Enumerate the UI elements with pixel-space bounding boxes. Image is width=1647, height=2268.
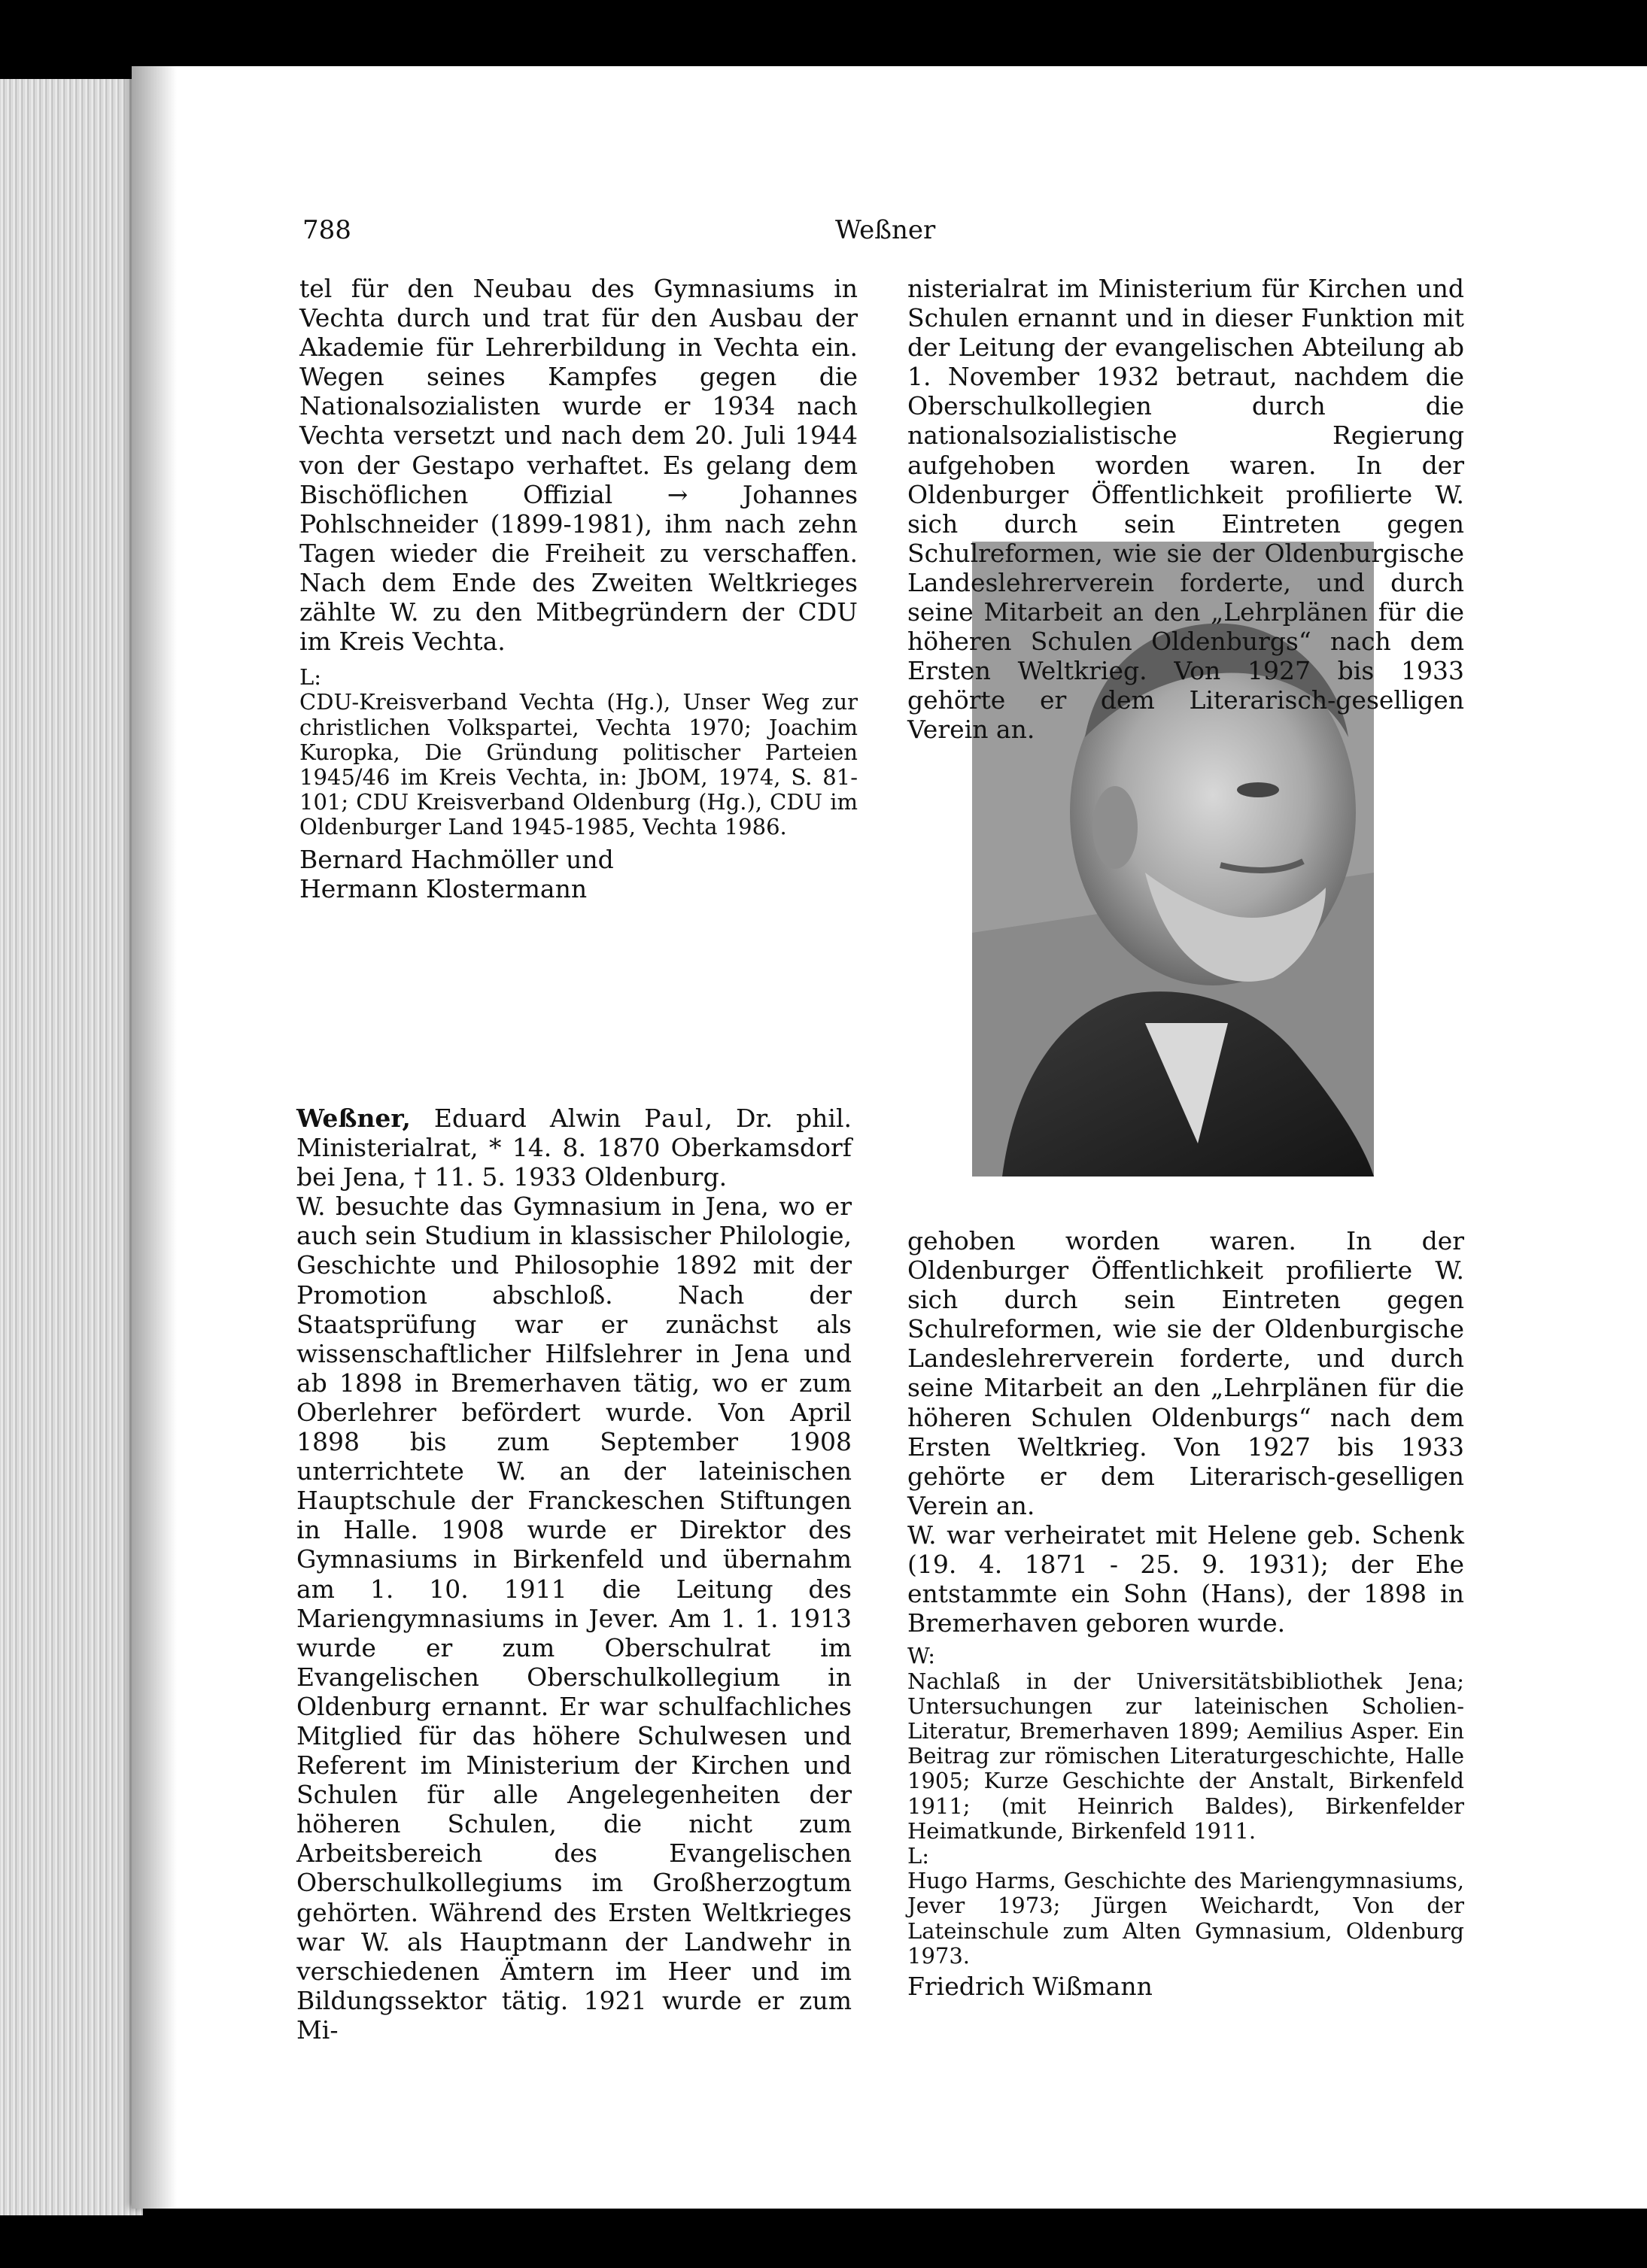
- author-right: Friedrich Wißmann: [907, 1971, 1153, 2001]
- paragraph-continuation: [907, 1226, 1464, 1520]
- literature-label: L:: [299, 664, 322, 691]
- page-stack-edge: [0, 79, 143, 2215]
- author-line-2: Hermann Klostermann: [299, 873, 588, 903]
- works-text: Nachlaß in der Universitätsbibliothek Jena; Untersuchungen zur lateinischen Scholien-Literatur, Bremerhaven 1899; Aemilius Asper. Ein Beitrag zur römischen Literaturgeschichte, Halle 1905; Kurze Geschichte der Anstalt, Birkenfeld 1911; (mit Heinrich Baldes), Birkenfelder Heimatkunde, Birkenfeld 1911.: [907, 1668, 1464, 1844]
- works-label: W:: [907, 1643, 936, 1669]
- entry-called-name: Paul: [644, 1104, 705, 1133]
- paragraph-continuation-top: [907, 274, 1464, 745]
- paragraph-family: W. war verheiratet mit Helene geb. Schenk (19. 4. 1871 - 25. 9. 1931); der Ehe entstammte ein Sohn (Hans), der 1898 in Bremerhaven geboren wurde.: [907, 1520, 1464, 1638]
- paragraph-biography: W. besuchte das Gymnasium in Jena, wo er auch sein Studium in klassischer Philologie, Geschichte und Philosophie 1892 mit der Promotion abschloß. Nach der Staatsprüfung war er zunächst als wissenschaftlicher Hilfslehrer in Jena und ab 1898 in Bremerhaven tätig, wo er zum Oberlehrer befördert wurde. Von April 1898 bis zum September 1908 unterrichtete W. an der lateinischen Hauptschule der Franckeschen Stiftungen in Halle. 1908 wurde er Direktor des Gymnasiums in Birkenfeld und übernahm am 1. 10. 1911 die Leitung des Mariengymnasiums in Jever. Am 1. 1. 1913 wurde er zum Oberschulrat im Evangelischen Oberschulkollegium in Oldenburg ernannt. Er war schulfachliches Mitglied für das höhere Schulwesen und Referent im Ministerium der Kirchen und Schulen für alle Angelegenheiten der höheren Schulen, die nicht zum Arbeitsbereich des Evangelischen Oberschulkollegiums im Großherzogtum gehörten. Während des Ersten Weltkrieges war W. als Hauptmann der Landwehr in verschiedenen Ämtern im Heer und im Bildungssektor tätig. 1921 wurde er zum Mi-: [296, 1192, 852, 2045]
- literature-label-right: L:: [907, 1842, 930, 1869]
- author-line-1: Bernard Hachmöller und: [299, 844, 614, 874]
- literature-text-right: Hugo Harms, Geschichte des Mariengymnasiums, Jever 1973; Jürgen Weichardt, Von der Lateinschule zum Alten Gymnasium, Oldenburg 1973.: [907, 1868, 1464, 1969]
- running-title: Weßner: [835, 215, 936, 245]
- paragraph-previous-entry: tel für den Neubau des Gymnasiums in Vechta durch und trat für den Ausbau der Akademie für Lehrerbildung in Vechta ein. Wegen seines Kampfes gegen die Nationalsozialisten wurde er 1934 nach Vechta versetzt und nach dem 20. Juli 1944 von der Gestapo verhaftet. Es gelang dem Bischöflichen Offizial → Johannes Pohlschneider (1899-1981), ihm nach zehn Tagen wieder die Freiheit zu verschaffen. Nach dem Ende des Zweiten Weltkrieges zählte W. zu den Mitbegründern der CDU im Kreis Vechta.: [299, 274, 858, 657]
- entry-details: , Dr. phil. Ministerialrat, * 14. 8. 1870 Oberkamsdorf bei Jena, † 11. 5. 1933 Oldenburg.: [296, 1104, 852, 1192]
- continuation-text-top: nisterialrat im Ministerium für Kirchen und Schulen ernannt und in dieser Funktion mit der Leitung der evangelischen Abteilung ab 1. November 1932 betraut, nachdem die Oberschulkollegien durch die nationalsozialistische Regierung aufgehoben worden waren. In der Oldenburger Öffentlichkeit profilierte W. sich durch sein Eintreten gegen Schulreformen, wie sie der Oldenburgische Landeslehrerverein forderte, und durch seine Mitarbeit an den „Lehrplänen für die höheren Schulen Oldenburgs“ nach dem Ersten Weltkrieg. Von 1927 bis 1933 gehörte er dem Literarisch-geselligen Verein an.: [907, 274, 1464, 745]
- left-column-entry: [296, 1104, 852, 2045]
- literature-text: CDU-Kreisverband Vechta (Hg.), Unser Weg zur christlichen Volkspartei, Vechta 1970; Joachim Kuropka, Die Gründung politischer Parteien 1945/46 im Kreis Vechta, in: JbOM, 1974, S. 81-101; CDU Kreisverband Oldenburg (Hg.), CDU im Oldenburger Land 1945-1985, Vechta 1986.: [299, 689, 858, 840]
- entry-given-names: Eduard Alwin: [433, 1104, 621, 1133]
- entry-name: Weßner,: [296, 1104, 411, 1133]
- left-column-top: [299, 274, 858, 903]
- right-column-top: [907, 274, 1464, 745]
- entry-heading: [296, 1104, 852, 1192]
- spine-shadow: [132, 66, 177, 2209]
- continuation-text-rest: gehoben worden waren. In der Oldenburger Öffentlichkeit profilierte W. sich durch sein Eintreten gegen Schulreformen, wie sie der Oldenburgische Landeslehrerverein forderte, und durch seine Mitarbeit an den „Lehrplänen für die höheren Schulen Oldenburgs“ nach dem Ersten Weltkrieg. Von 1927 bis 1933 gehörte er dem Literarisch-geselligen Verein an.: [907, 1226, 1464, 1520]
- page-number: 788: [302, 215, 351, 245]
- right-column-bottom: [907, 1226, 1464, 2001]
